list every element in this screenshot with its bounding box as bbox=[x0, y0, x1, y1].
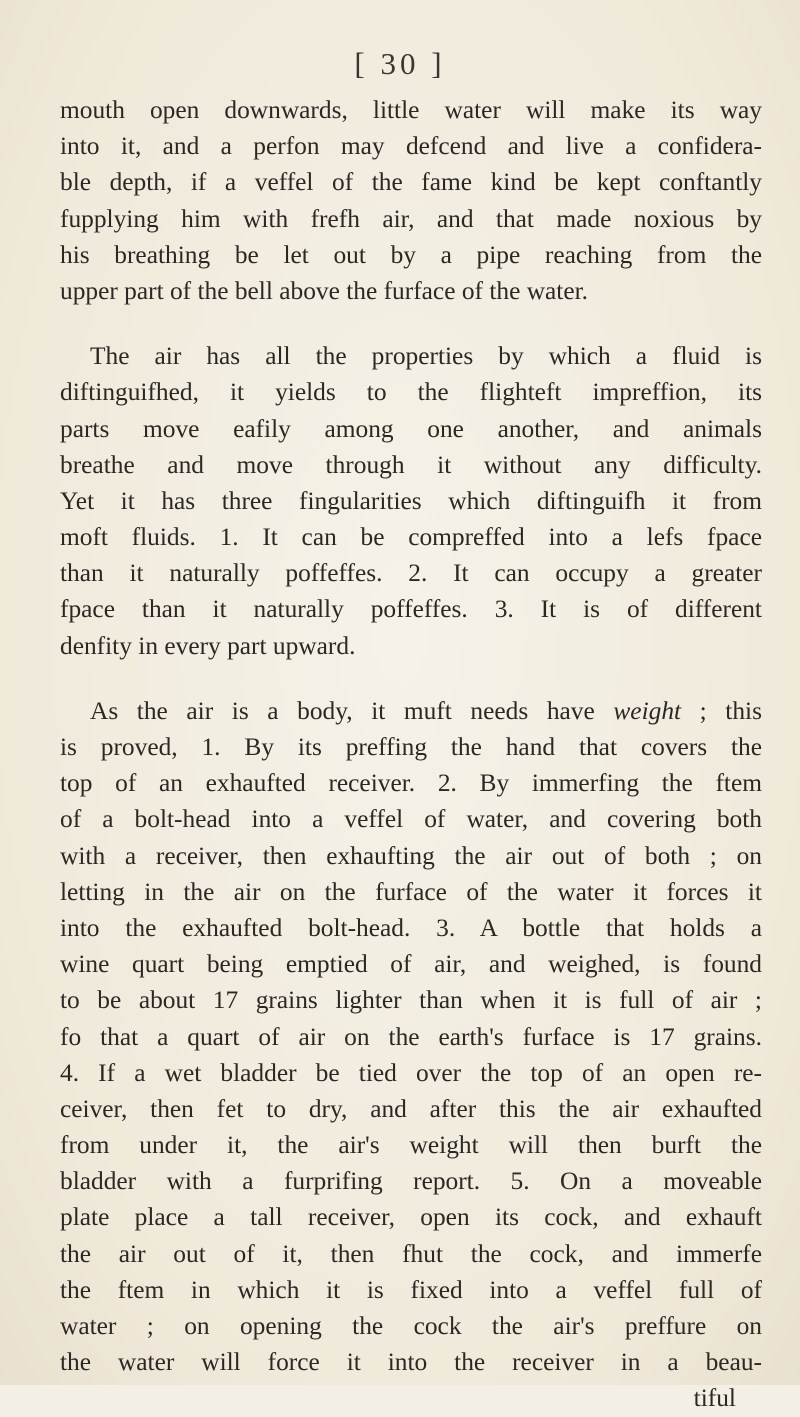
paragraph-air-properties bbox=[60, 338, 762, 664]
text-line: is proved, 1. By its preffing the hand that covers the bbox=[60, 733, 762, 761]
text-line: 4. If a wet bladder be tied over the top of an open re- bbox=[60, 1058, 762, 1087]
text-line: letting in the air on the furface of the water it forces it bbox=[60, 877, 762, 906]
text-line: moft fluids. 1. It can be compreffed into a lefs fpace bbox=[60, 523, 762, 552]
text-line: ceiver, then fet to dry, and after this the air exhaufted bbox=[60, 1094, 762, 1123]
text-line: to be about 17 grains lighter than when it is full of air ; bbox=[60, 986, 762, 1015]
text-line: bladder with a furprifing report. 5. On a moveable bbox=[60, 1167, 762, 1196]
body-text bbox=[60, 92, 762, 1417]
text-line: mouth open downwards, little water will make its way bbox=[60, 96, 762, 124]
text-line-with-emphasis bbox=[60, 693, 762, 729]
text-line: plate place a tall receiver, open its cock, and exhauft bbox=[60, 1203, 762, 1232]
text-line: denfity in every part upward. bbox=[60, 631, 356, 660]
text-line: upper part of the bell above the furface of the water. bbox=[60, 276, 589, 305]
text-line: fupplying him with frefh air, and that made noxious by bbox=[60, 204, 762, 233]
text-line: ble depth, if a veffel of the fame kind be kept conftantly bbox=[60, 168, 762, 197]
text-line: fpace than it naturally poffeffes. 3. It is of different bbox=[60, 595, 762, 624]
text-line: from under it, the air's weight will then burft the bbox=[60, 1131, 762, 1160]
text-segment: As the air is a body, it muft needs have bbox=[90, 696, 595, 725]
text-line: water ; on opening the cock the air's preffure on bbox=[60, 1312, 762, 1340]
page-number: [ 30 ] bbox=[354, 46, 446, 81]
text-line: parts move eafily among one another, and animals bbox=[60, 414, 762, 443]
text-line: wine quart being emptied of air, and weighed, is found bbox=[60, 950, 762, 979]
text-line: Yet it has three fingularities which diftinguifh it from bbox=[60, 486, 762, 515]
text-line: into it, and a perfon may defcend and live a confidera- bbox=[60, 132, 762, 161]
text-line: into the exhaufted bolt-head. 3. A bottle that holds a bbox=[60, 913, 762, 942]
paragraph-air-weight bbox=[60, 693, 762, 1417]
text-line: diftinguifhed, it yields to the flighteft impreffion, its bbox=[60, 378, 762, 407]
text-line: fo that a quart of air on the earth's furface is 17 grains. bbox=[60, 1022, 762, 1051]
emphasized-word: weight bbox=[613, 696, 682, 725]
text-line: than it naturally poffeffes. 2. It can occupy a greater bbox=[60, 559, 762, 588]
text-line: the water will force it into the receiver in a beau- bbox=[60, 1348, 762, 1377]
paragraph-diving-bell bbox=[60, 92, 762, 309]
text-line: top of an exhaufted receiver. 2. By immerfing the ftem bbox=[60, 769, 762, 798]
text-line: breathe and move through it without any difficulty. bbox=[60, 450, 762, 479]
text-line: with a receiver, then exhaufting the air out of both ; on bbox=[60, 841, 762, 870]
text-segment: ; this bbox=[699, 696, 762, 725]
text-line: The air has all the properties by which a fluid is bbox=[90, 342, 762, 371]
text-line: of a bolt-head into a veffel of water, and covering both bbox=[60, 805, 762, 834]
catchword: tiful bbox=[693, 1384, 736, 1413]
text-line: his breathing be let out by a pipe reaching from the bbox=[60, 240, 762, 269]
text-line: the air out of it, then fhut the cock, and immerfe bbox=[60, 1239, 762, 1268]
text-line: the ftem in which it is fixed into a veffel full of bbox=[60, 1275, 762, 1304]
